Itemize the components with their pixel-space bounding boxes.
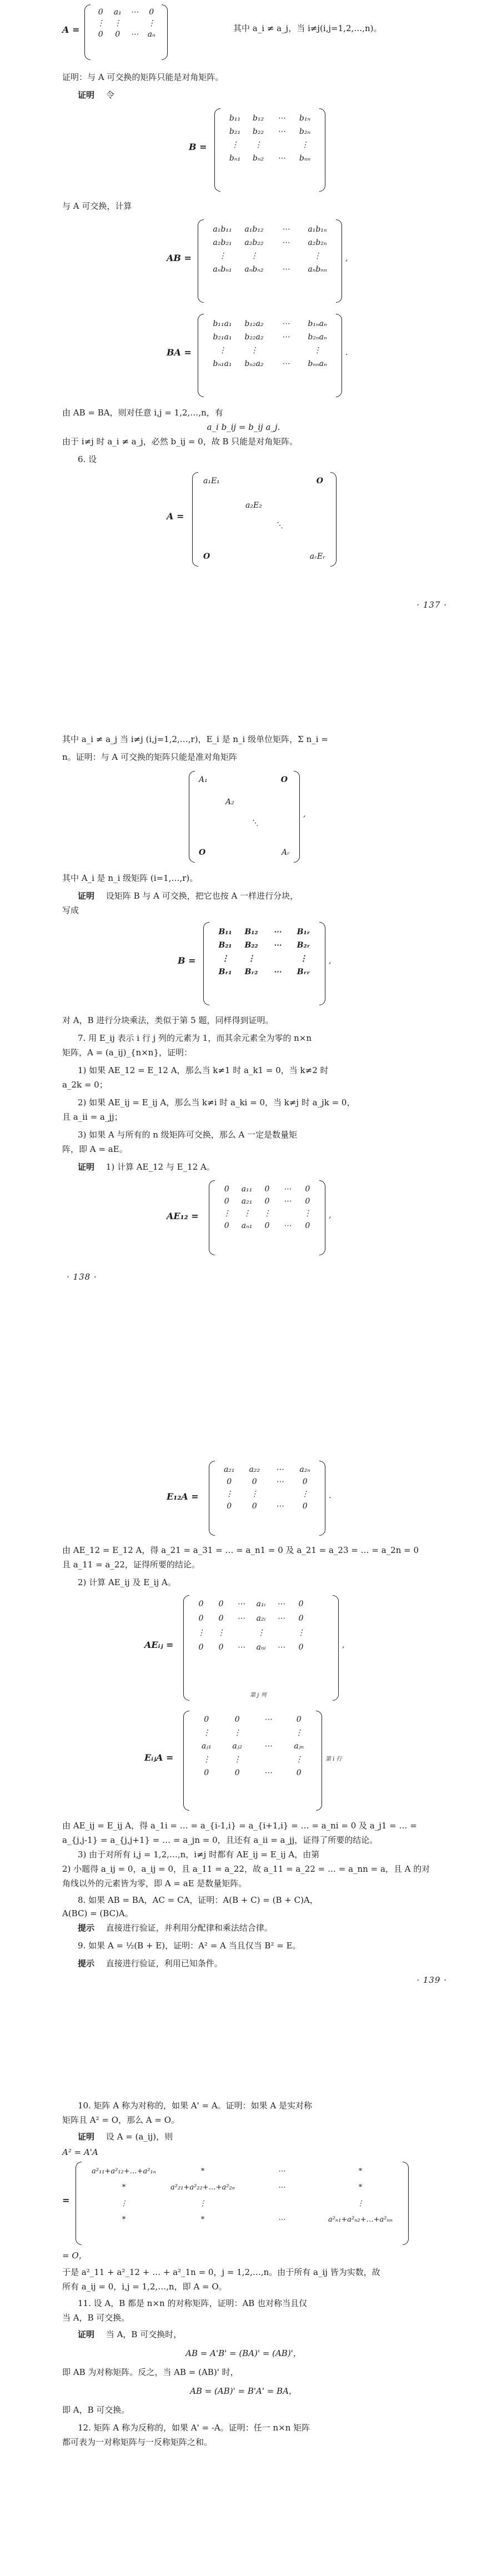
q11-line-a: 11. 设 A，B 都是 n×n 的对称矩阵，证明：AB 也对称当且仅 xyxy=(78,2298,308,2308)
hint-text: 直接进行验证，利用已知条件。 xyxy=(106,1958,223,1968)
from-ab-line: 由 AB = BA，则对任意 i,j = 1,2,…,n，有 xyxy=(62,408,223,418)
q11-line-b: 当 A，B 可交换。 xyxy=(62,2313,130,2323)
bracket-right xyxy=(336,314,342,397)
q7-line-g: 3) 如果 A 与所有的 n 级矩阵可交换，那么 A 一定是数量矩 xyxy=(78,1130,298,1140)
proof-label: 证明 xyxy=(78,2132,95,2142)
bracket-right xyxy=(319,1180,325,1255)
hint-label: 提示 xyxy=(78,1923,95,1933)
p3-line-4: 由 AE_ij = E_ij A，得 a_1i = … = a_{i-1,i} = a_{i+1,i} = … = a_ni = 0 及 a_j1 = … = xyxy=(62,1821,417,1831)
bracket-right xyxy=(316,1711,322,1811)
conclusion-line: 由于 i≠j 时 a_i ≠ a_j，必然 b_ij = 0，故 B 只能是对角矩阵。 xyxy=(62,437,298,447)
bracket-left xyxy=(198,219,204,303)
p4-proof2-line xyxy=(0,2328,487,2341)
p2-proof-line xyxy=(0,890,487,902)
p2-proof2-line xyxy=(0,1161,487,1173)
hint-9-line xyxy=(0,1957,487,1969)
q8-line-a: 8. 如果 AB = BA，AC = CA，证明：A(B + C) = (B + C)A， xyxy=(78,1895,318,1905)
q8-line-b: A(BC) = (BC)A。 xyxy=(62,1908,133,1918)
matrix-ba: BA = b₁₁a₁ b₁₂a₂ ⋯ b₁ₙaₙ b₂₁a₁ b₂₂a₂ ⋯ b₂ₙaₙ ⋮ ⋮ ⋮ bₙ₁a₁ bₙ₂a₂ ⋯ bₙₙaₙ . xyxy=(167,314,366,397)
proof-line xyxy=(0,89,487,101)
page-139 xyxy=(0,1283,487,1922)
a-squared-line: A² = A'A xyxy=(62,2147,98,2157)
bracket-right xyxy=(333,1595,339,1701)
matrix-quasi-diagonal: A₁ O A₂ ⋱ O Aᵣ , xyxy=(189,771,333,863)
page-137 xyxy=(0,0,487,639)
proof-text: 1) 计算 AE_12 与 E_12 A。 xyxy=(106,1162,215,1172)
equation-2: AB = A'B' = (BA)' = (AB)'， xyxy=(185,2348,302,2358)
bracket-left xyxy=(189,771,195,863)
p3-line-5: a_{j,j-1} = a_{j,j+1} = … = a_jn = 0，且还有 a_ii = a_jj，证得了所要的结论。 xyxy=(62,1835,378,1845)
p4-proof-line xyxy=(0,2131,487,2143)
matrix-b-block: B = B₁₁ B₁₂ ⋯ B₁ᵣ B₂₁ B₂₂ ⋯ B₂ᵣ ⋮ ⋮ ⋮ Bᵣ₁ Bᵣ₂ ⋯ Bᵣᵣ , xyxy=(178,922,355,1005)
p4-line-2: 所有 a_ij = 0，i,j = 1,2,…,n，即 A = O。 xyxy=(62,2282,227,2292)
proof-text: 当 A，B 可交换时， xyxy=(106,2329,182,2339)
p4-line-4: 即 A，B 可交换。 xyxy=(62,2405,130,2415)
claim-text: 证明：与 A 可交换的矩阵只能是对角矩阵。 xyxy=(62,72,224,82)
p4-line-3: 即 AB 为对称矩阵。反之，当 AB = (AB)' 时， xyxy=(62,2367,239,2377)
commute-line: 与 A 可交换，计算 xyxy=(62,201,132,211)
matrix-ata: = a²₁₁+a²₁₂+…+a²₁ₙ * ⋯ * * a²₂₁+a²₂₂+…+a²₂ₙ ⋯ * ⋮ ⋮ ⋮ * * ⋯ a²ₙ₁+a²ₙ₂+…+a²ₙₙ xyxy=(62,2162,418,2245)
bracket-left xyxy=(76,2162,82,2245)
matrix-eija: EᵢⱼA = 0 0 ⋯ 0 ⋮ ⋮ ⋮ aⱼ₁ aⱼ₂ ⋯ aⱼₙ ⋮ ⋮ ⋮ 0 0 ⋯ 0 第 i 行 xyxy=(144,1711,366,1811)
page-number-137: · 137 · xyxy=(416,600,447,610)
page-140 xyxy=(0,2066,487,2576)
proof-label: 证明 xyxy=(78,2329,95,2339)
hint-text: 直接进行验证，并利用分配律和乘法结合律。 xyxy=(106,1923,273,1933)
matrix-b: B = b₁₁ b₁₂ ⋯ b₁ₙ b₂₁ b₂₂ ⋯ b₂ₙ ⋮ ⋮ ⋮ bₙ₁ bₙ₂ ⋯ bₙₙ xyxy=(189,108,355,192)
bracket-right xyxy=(319,922,325,1005)
q7-line-b: 矩阵，A = (a_ij)_{n×n}，证明： xyxy=(62,1048,193,1058)
bracket-right xyxy=(330,472,337,567)
q10-line-b: 矩阵且 A² = O，那么 A = O。 xyxy=(62,2115,180,2125)
p3-line-8: 角线以外的元素皆为零，即 A = aE 是数量矩阵。 xyxy=(62,1878,247,1888)
question-6: 6. 设 xyxy=(78,454,97,464)
q7-line-f: 且 a_ii = a_jj； xyxy=(62,1112,123,1122)
bracket-left xyxy=(209,1461,215,1536)
bracket-right xyxy=(403,2162,409,2245)
bracket-left xyxy=(214,108,220,192)
matrix-a-block: A = a₁E₁ O a₂E₂ ⋱ O aᵣEᵣ xyxy=(167,472,366,567)
p3-line-7: 2) 小题得 a_ij = 0，a_ij = 0，且 a_11 = a_22，故 a_11 = a_22 = … = a_nn = a，且 A 的对 xyxy=(62,1864,430,1874)
equation-3: AB = (AB)' = B'A' = BA， xyxy=(190,2386,297,2396)
q12-line-a: 12. 矩阵 A 称为反称的，如果 A' = -A。证明：任一 n×n 矩阵 xyxy=(78,2423,310,2433)
p2-line-5: 写成 xyxy=(62,905,79,915)
proof-text: 设 A = (a_ij)，则 xyxy=(106,2132,173,2142)
matrix-a-condition: 其中 a_i ≠ a_j，当 i≠j(i,j=1,2,…,n)。 xyxy=(233,23,382,33)
p4-line-1: 于是 a²_11 + a²_12 + … + a²_1n = 0，j = 1,2,…,n。由于所有 a_ij 皆为实数，故 xyxy=(62,2267,380,2277)
q7-line-d: a_2k = 0； xyxy=(62,1080,108,1090)
q7-line-e: 2) 如果 AE_ij = E_ij A，那么当 k≠i 时 a_ki = 0，当 k≠j 时 a_jk = 0， xyxy=(78,1097,355,1107)
bracket-left xyxy=(203,922,209,1005)
page-139-continued xyxy=(0,1922,487,1988)
bracket-left xyxy=(209,1180,215,1255)
p3-line-3: 2) 计算 AE_ij 及 E_ij A。 xyxy=(78,1577,176,1587)
equals-o-line: = O， xyxy=(62,2251,87,2261)
proof-text: 设矩阵 B 与 A 可交换，把它也按 A 一样进行分块， xyxy=(106,891,299,901)
q7-line-h: 阵，即 A = aE。 xyxy=(62,1144,128,1154)
proof-start: 令 xyxy=(106,90,114,100)
bracket-right xyxy=(294,771,300,863)
hint-8-line xyxy=(0,1922,487,1934)
matrix-aeij: AEᵢⱼ = 0 0 ⋯ a₁ᵢ ⋯ 0 0 0 ⋯ a₂ᵢ ⋯ 0 ⋮ ⋮ ⋮ ⋮ 0 0 ⋯ aₙᵢ ⋯ 0 第 j 列 , xyxy=(144,1595,366,1701)
q12-line-b: 都可表为一对称矩阵与一反称矩阵之和。 xyxy=(62,2437,213,2447)
p3-line-2: 且 a_11 = a_22，证得所要的结论。 xyxy=(62,1560,200,1570)
p3-line-6: 3) 由于对所有 i,j = 1,2,…,n，i≠j 时都有 AE_ij = E_ij A，由第 xyxy=(78,1850,320,1860)
proof-label: 证明 xyxy=(78,90,95,100)
matrix-ae12: AE₁₂ = 0 a₁₁ 0 ⋯ 0 0 a₂₁ 0 ⋯ 0 ⋮ ⋮ ⋮ ⋮ 0 aₙ₁ 0 ⋯ 0 , xyxy=(167,1180,355,1255)
q10-line-a: 10. 矩阵 A 称为对称的，如果 A' = A。证明：如果 A 是实对称 xyxy=(78,2101,313,2111)
p2-line-1: 其中 a_i ≠ a_j 当 i≠j (i,j=1,2,…,r)，E_i 是 n_i 级单位矩阵，Σ n_i = xyxy=(62,734,328,744)
q7-line-c: 1) 如果 AE_12 = E_12 A，那么当 k≠1 时 a_k1 = 0，当 k≠2 时 xyxy=(78,1065,329,1075)
matrix-ab: AB = a₁b₁₁ a₁b₁₂ ⋯ a₁b₁ₙ a₂b₂₁ a₂b₂₂ ⋯ a₂b₂ₙ ⋮ ⋮ ⋮ aₙbₙ₁ aₙbₙ₂ ⋯ aₙbₙₙ , xyxy=(167,219,366,303)
bracket-left xyxy=(192,472,198,567)
bracket-right xyxy=(319,108,325,192)
hint-label: 提示 xyxy=(78,1958,95,1968)
bracket-left xyxy=(183,1595,189,1701)
bracket-right xyxy=(336,219,342,303)
p3-line-1: 由 AE_12 = E_12 A，得 a_21 = a_31 = … = a_n1 = 0 及 a_21 = a_23 = … = a_2n = 0 xyxy=(62,1545,419,1555)
q7-line-a: 7. 用 E_ij 表示 i 行 j 列的元素为 1，而其余元素全为零的 n×n xyxy=(78,1033,312,1043)
question-9: 9. 如果 A = ½(B + E)，证明：A² = A 当且仅当 B² = E。 xyxy=(78,1941,301,1951)
proof-label: 证明 xyxy=(78,1162,95,1172)
p2-line-2: n。证明：与 A 可交换的矩阵只能是准对角矩阵 xyxy=(62,752,238,762)
equation-1: a_i b_ij = b_ij a_j. xyxy=(207,422,280,432)
bracket-right xyxy=(319,1461,325,1536)
p2-line-3: 其中 A_i 是 n_i 级矩阵 (i=1,…,r)。 xyxy=(62,873,198,883)
proof-label: 证明 xyxy=(78,891,95,901)
page-number-138: · 138 · xyxy=(67,1272,97,1282)
bracket-left xyxy=(183,1711,189,1811)
matrix-e12a: E₁₂A = a₂₁ a₂₂ ⋯ a₂ₙ 0 0 ⋯ 0 ⋮ ⋮ ⋮ 0 0 ⋯ 0 . xyxy=(167,1461,355,1536)
bracket-left xyxy=(198,314,204,397)
page-number-139: · 139 · xyxy=(416,1975,447,1985)
matrix-a-diagonal: A = 0 a₁ ⋯ 0 ⋮ ⋮ ⋮ 0 0 ⋯ aₙ xyxy=(62,4,201,60)
p2-line-6: 对 A，B 进行分块乘法，类似于第 5 题，同样得到证明。 xyxy=(62,1015,274,1025)
page-138 xyxy=(0,639,487,1283)
